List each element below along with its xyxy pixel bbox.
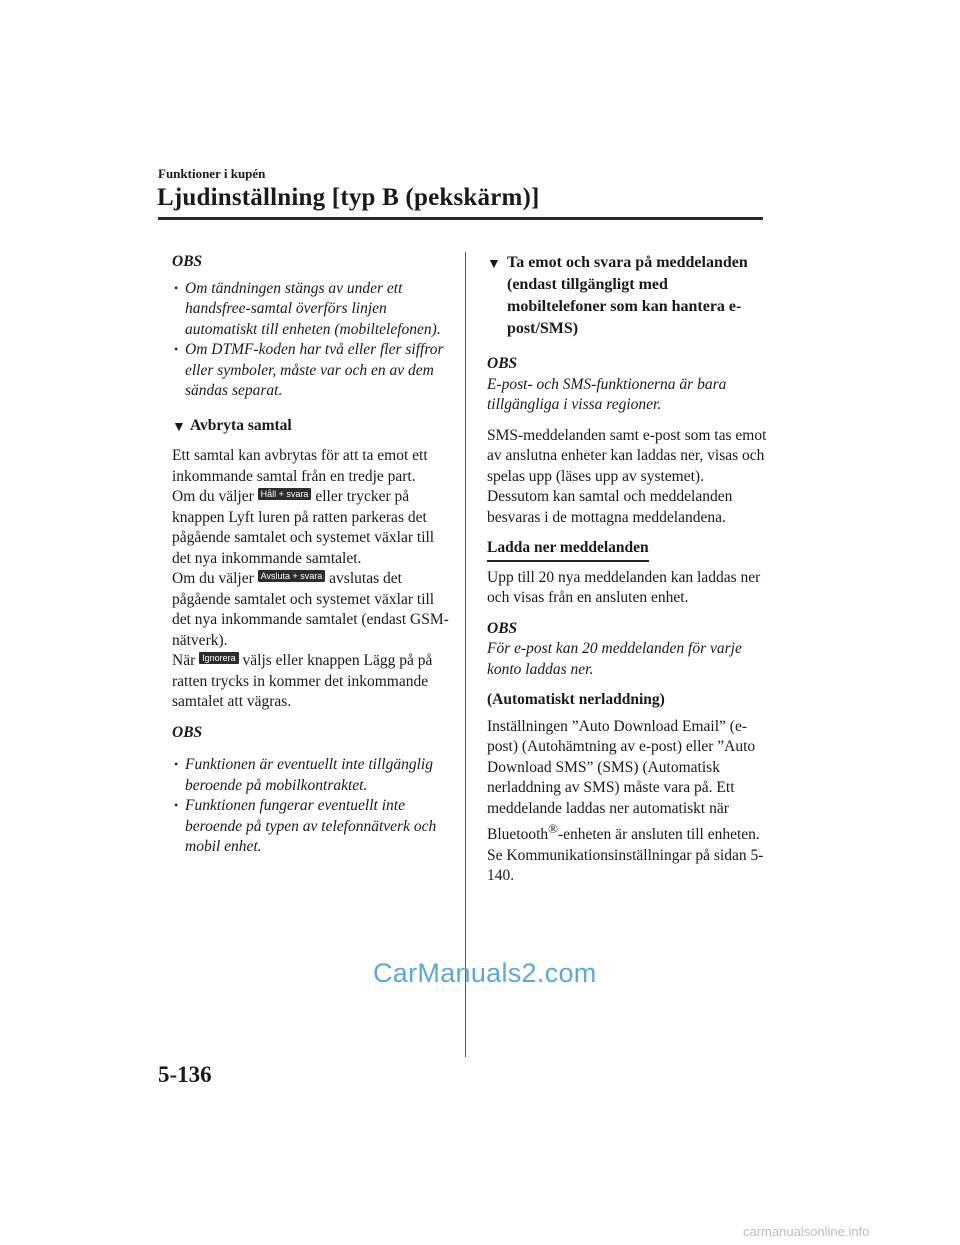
- triangle-down-icon: ▼: [172, 419, 186, 435]
- obs-notes: [172, 755, 452, 858]
- note-item: • Funktionen fungerar eventuellt inte beroende på typen av telefonnätverk och mobil enhet.: [172, 796, 452, 858]
- paragraph: När Ignorera väljs eller knappen Lägg på på ratten trycks in kommer det inkommande samtalet att vägras.: [172, 652, 433, 710]
- right-column: [487, 252, 769, 887]
- column-divider: [465, 252, 466, 1057]
- end-answer-button: Avsluta + svara: [258, 570, 326, 582]
- paragraph: Dessutom kan samtal och meddelanden besvaras i de mottagna meddelandena.: [487, 488, 733, 526]
- note-item: • Funktionen är eventuellt inte tillgänglig beroende på mobilkontraktet.: [172, 755, 452, 796]
- footer-watermark: carmanualsonline.info: [743, 1224, 870, 1239]
- note-item: • Om DTMF-koden har två eller fler siffror eller symboler, måste var och en av dem sändas separat.: [172, 340, 452, 402]
- paragraph: Om du väljer Avsluta + svara avslutas det pågående samtalet och systemet växlar till det nya inkommande samtalet (endast GSM-nätverk).: [172, 570, 449, 649]
- auto-download-heading: (Automatiskt nerladdning): [487, 691, 665, 708]
- obs-label: OBS: [487, 355, 518, 372]
- obs-label: OBS: [172, 723, 203, 741]
- obs-note: För e-post kan 20 meddelanden för varje konto laddas ner.: [487, 640, 742, 678]
- title-rule: [158, 217, 763, 220]
- subheading-download: Ladda ner meddelanden: [487, 538, 649, 562]
- obs-label: OBS: [172, 253, 203, 270]
- section-heading-avbryta: ▼ Avbryta samtal: [172, 416, 452, 437]
- page-number: 5-136: [158, 1062, 212, 1087]
- paragraph: Ett samtal kan avbrytas för att ta emot ett inkommande samtal från en tredje part.: [172, 447, 428, 485]
- left-column: [172, 252, 452, 858]
- paragraph: Se Kommunikationsinställningar på sidan 5-140.: [487, 846, 764, 885]
- paragraph: SMS-meddelanden samt e-post som tas emot av anslutna enheter kan laddas ner, visas och spelas upp (läses upp av systemet).: [487, 426, 767, 485]
- watermark: CarManuals2.com: [373, 958, 597, 988]
- paragraph: Upp till 20 nya meddelanden kan laddas ner och visas från en ansluten enhet.: [487, 568, 761, 606]
- obs-note: E-post- och SMS-funktionerna är bara tillgängliga i vissa regioner.: [487, 375, 727, 413]
- paragraph: Inställningen ”Auto Download Email” (e-post) (Autohämtning av e-post) eller ”Auto Download SMS” (SMS) (Automatisk nerladdning av SMS) måste vara på. Ett meddelande laddas ner automatiskt när Bluetooth®-enheten är ansluten till enheten.: [487, 717, 760, 844]
- paragraph: Om du väljer Håll + svara eller trycker på knappen Lyft luren på ratten parkeras det pågående samtalet och systemet växlar till det nya inkommande samtalet.: [172, 488, 435, 567]
- ignore-button: Ignorera: [199, 652, 239, 664]
- section-heading-messages: ▼ Ta emot och svara på meddelanden (endast tillgängligt med mobiltelefoner som kan hantera e-post/SMS): [487, 254, 748, 337]
- obs-notes: [172, 279, 452, 402]
- hold-answer-button: Håll + svara: [258, 488, 312, 500]
- note-item: • Om tändningen stängs av under ett handsfree-samtal överförs linjen automatiskt till enheten (mobiltelefonen).: [172, 279, 452, 341]
- obs-label: OBS: [487, 619, 518, 637]
- page-title: Ljudinställning [typ B (pekskärm)]: [157, 184, 540, 211]
- triangle-down-icon: ▼: [487, 257, 501, 272]
- section-label: Funktioner i kupén: [158, 166, 266, 181]
